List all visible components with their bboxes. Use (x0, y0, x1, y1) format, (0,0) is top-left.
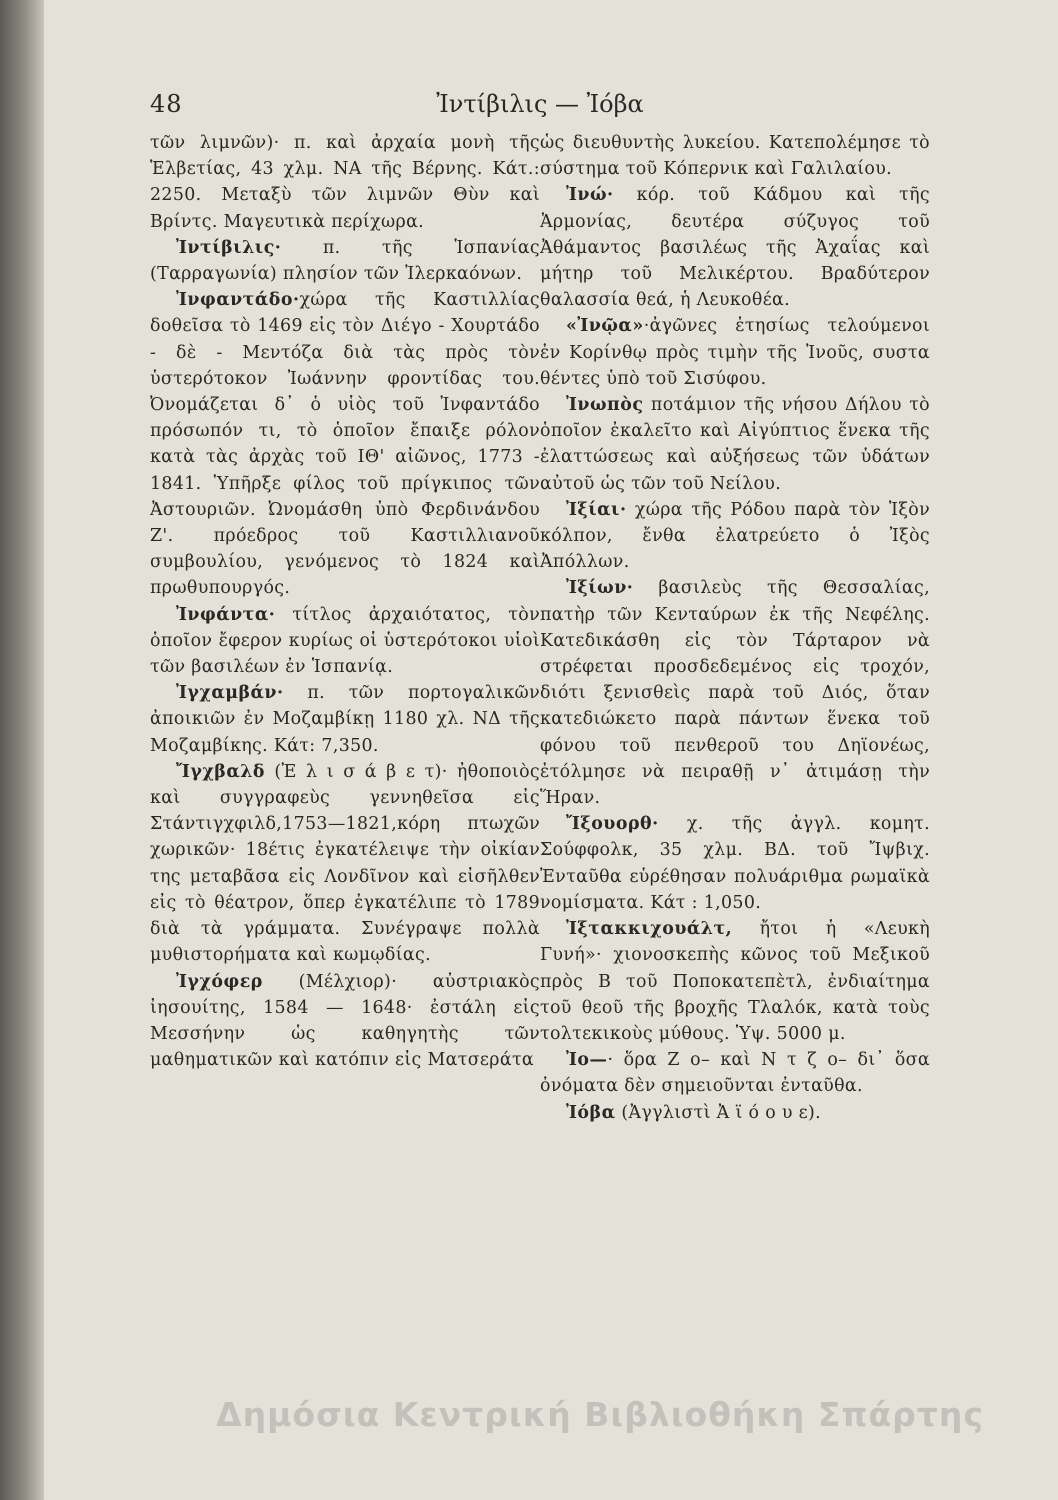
entry-text: χώρα τῆς Καστιλλίας δοθεῖσα τὸ 1469 εἰς τὸν Διέγο - Χουρτάδο - δὲ - Μεντόζα διὰ τὰς πρὸς τὸν ὑστερότοκον Ἰωάννην φροντίδας του. Ὀνομάζεται δ᾽ ὁ υἱὸς τοῦ Ἰνφαντάδο πρόσωπόν τι, τὸ ὁποῖον ἔπαιξε ρόλον κατὰ τὰς ἀρχὰς τοῦ ΙΘ' αἰῶνος, 1773 - 1841. Ὑπῆρξε φίλος τοῦ πρίγκιπος τῶν Ἀστουριῶν. Ὠνομάσθη ὑπὸ Φερδινάνδου Ζ'. πρόεδρος τοῦ Καστιλλιανοῦ συμβουλίου, γενόμενος τὸ 1824 καὶ πρωθυπουργός. (150, 290, 540, 599)
entry-text: βασιλεὺς τῆς Θεσσαλίας, πατὴρ τῶν Κενταύρων ἐκ τῆς Νεφέλης. Κατεδικάσθη εἰς τὸν Τάρταρον νὰ στρέφεται προσδεδεμένος εἰς τροχόν, διότι ξενισθεὶς παρὰ τοῦ Διός, ὅταν κατεδιώκετο παρὰ πάντων ἕνεκα τοῦ φόνου τοῦ πενθεροῦ του Δηϊονέως, ἐτόλμησε νὰ πειραθῇ ν᾽ ἀτιμάσῃ τὴν Ἥραν. (540, 578, 930, 809)
entry-headword: Ἰξίων· (566, 578, 634, 599)
entry-text: ποτάμιον τῆς νήσου Δήλου τὸ ὁποῖον ἐκαλεῖτο καὶ Αἰγύπτιος ἕνεκα τῆς ἐλαττώσεως καὶ αὐξήσεως τῶν ὑδάτων αὐτοῦ ὡς τῶν τοῦ Νείλου. (540, 395, 930, 494)
dictionary-entry (150, 287, 540, 601)
entry-text: · ὅρα Ζ ο– καὶ Ν τ ζ ο– δι᾽ ὅσα ὀνόματα δὲν σημειοῦνται ἐνταῦθα. (540, 1050, 930, 1097)
left-column (150, 130, 540, 1073)
entry-text: ·ἀγῶνες ἐτησίως τελούμενοι ἐν Κορίνθῳ πρὸς τιμὴν τῆς Ἰνοῦς, συστα θέντες ὑπὸ τοῦ Σισύφου. (540, 316, 930, 389)
entry-headword: Ἰγχόφερ (176, 971, 263, 992)
dictionary-entry (150, 969, 540, 1074)
dictionary-entry (540, 1100, 930, 1126)
running-title: Ἰντίβιλις — Ἰόβα (436, 90, 644, 118)
dictionary-entry (540, 916, 930, 1047)
entry-text: π. τῶν πορτογαλικῶν ἀποικιῶν ἐν Μοζαμβίκῃ 1180 χλ. ΝΔ τῆς Μοζαμβίκης. Κάτ: 7,350. (150, 683, 540, 756)
entry-headword: Ἰξίαι· (566, 499, 627, 520)
entry-headword: Ἰνφάντα· (176, 604, 276, 625)
page-number: 48 (150, 90, 183, 118)
entry-text: κόρ. τοῦ Κάδμου καὶ τῆς Ἁρμονίας, δευτέρα σύζυγος τοῦ Ἀθάμαντος βασιλέως τῆς Ἀχαΐας καὶ μήτηρ τοῦ Μελικέρτου. Βραδύτερον θαλασσία θεά, ἡ Λευκοθέα. (540, 185, 930, 311)
entry-headword: «Ἰνῷα» (566, 316, 644, 337)
dictionary-entry (540, 182, 930, 313)
entry-headword: Ἴξουορθ· (566, 814, 659, 835)
entry-text: χώρα τῆς Ρόδου παρὰ τὸν Ἰξὸν κόλπον, ἔνθα ἐλατρεύετο ὁ Ἰξὸς Ἀπόλλων. (540, 499, 930, 573)
entry-headword: Ἰντίβιλις· (176, 237, 282, 258)
entry-text: (Μέλχιορ)· αὐστριακὸς ἰησουίτης, 1584 — 1648· ἐστάλη εἰς Μεσσήνην ὡς καθηγητὴς τῶν μαθηματικῶν καὶ κατόπιν εἰς Ματσεράτα (150, 971, 540, 1071)
dictionary-entry (150, 130, 540, 235)
entry-text: χ. τῆς ἀγγλ. κομητ. Σούφφολκ, 35 χλμ. ΒΔ. τοῦ Ἴψβιχ. Ἐνταῦθα εὑρέθησαν πολυάριθμα ρωμαϊκὰ νομίσματα. Κάτ : 1,050. (540, 814, 930, 913)
entry-headword: Ἴγχβαλδ (176, 761, 266, 782)
entry-text: τίτλος ἀρχαιότατος, τὸν ὁποῖον ἔφερον κυρίως οἱ ὑστερότοκοι υἱοὶ τῶν βασιλέων ἐν Ἱσπανίᾳ. (150, 604, 540, 678)
dictionary-entry (150, 235, 540, 287)
dictionary-entry (540, 575, 930, 811)
dictionary-entry (150, 680, 540, 759)
entry-headword: Ἰνωπὸς (566, 395, 644, 416)
dictionary-entry (540, 313, 930, 392)
page-header (150, 90, 930, 130)
entry-headword: Ἰγχαμβάν· (176, 683, 284, 704)
entry-text: π. τῆς Ἱσπανίας (Ταρραγωνία) πλησίον τῶν Ἰλερκαόνων. (150, 237, 540, 285)
book-binding-shadow (0, 0, 44, 1500)
dictionary-entry (150, 759, 540, 969)
entry-text: τῶν λιμνῶν)· π. καὶ ἀρχαία μονὴ τῆς Ἑλβετίας, 43 χλμ. ΝΑ τῆς Βέρνης. Κάτ.: 2250. Μεταξὺ τῶν λιμνῶν Θὺν καὶ Βρίντς. Μαγευτικὰ περίχωρα. (150, 133, 540, 232)
dictionary-entry (540, 392, 930, 497)
dictionary-entry (540, 130, 930, 182)
entry-headword: Ἰο— (566, 1050, 608, 1071)
entry-headword: Ἰνφαντάδο· (176, 290, 300, 311)
entry-text: (Ἐ λ ι σ ά β ε τ)· ἠθοποιὸς καὶ συγγραφεὺς γεννηθεῖσα εἰς Στάντιγχφιλδ,1753—1821,κόρη πτωχῶν χωρικῶν· 18έτις ἐγκατέλειψε τὴν οἰκίαν της μεταβᾶσα εἰς Λονδῖνον καὶ εἰσῆλθεν εἰς τὸ θέατρον, ὅπερ ἐγκατέλιπε τὸ 1789 διὰ τὰ γράμματα. Συνέγραψε πολλὰ μυθιστορήματα καὶ κωμῳδίας. (150, 761, 540, 966)
entry-text: ἤτοι ἡ «Λευκὴ Γυνή»· χιονοσκεπὴς κῶνος τοῦ Μεξικοῦ πρὸς Β τοῦ Ποποκατεπὲτλ, ἐνδιαίτημα τοῦ θεοῦ τῆς βροχῆς Τλαλόκ, κατὰ τοὺς τολτεκικοὺς μύθους. Ὑψ. 5000 μ. (540, 919, 930, 1044)
entry-headword: Ἰξτακκιχουάλτ, (566, 919, 733, 940)
library-watermark: Δημόσια Κεντρική Βιβλιοθήκη Σπάρτης (216, 1395, 984, 1434)
entry-text: (Ἀγγλιστὶ Ἀ ϊ ό ο υ ε). (615, 1102, 822, 1123)
dictionary-entry (540, 497, 930, 576)
entry-headword: Ἰόβα (566, 1102, 616, 1123)
entry-headword: Ἰνώ· (566, 185, 614, 206)
dictionary-entry (540, 1047, 930, 1099)
entry-text: ὡς διευθυντὴς λυκείου. Κατεπολέμησε τὸ σύστημα τοῦ Κόπερνικ καὶ Γαλιλαίου. (540, 133, 930, 180)
right-column (540, 130, 930, 1126)
dictionary-entry (150, 602, 540, 681)
dictionary-entry (540, 811, 930, 916)
